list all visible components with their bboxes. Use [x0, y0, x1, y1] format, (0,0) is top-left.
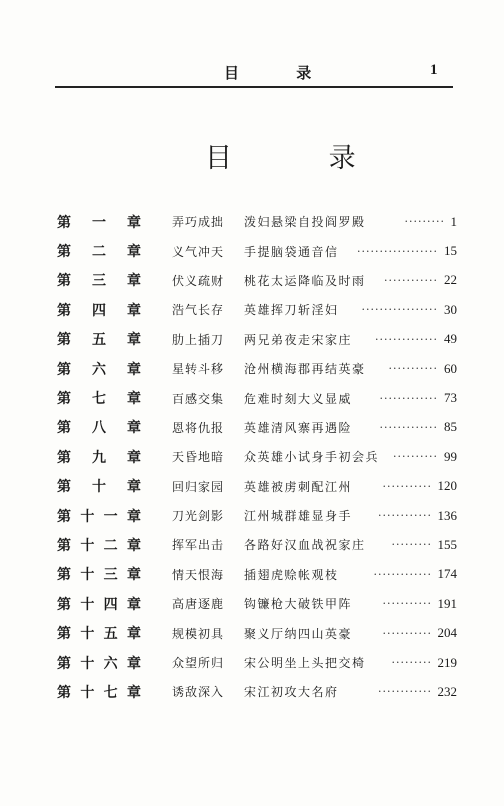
- toc-entry[interactable]: [57, 501, 467, 530]
- chapter-char: 八: [92, 420, 106, 437]
- chapter-title: 泼妇悬梁自投阎罗殿: [244, 215, 366, 230]
- chapter-subtitle: 恩将仇报: [172, 420, 225, 435]
- dot-leader: ···········: [388, 362, 438, 376]
- chapter-char: 第: [57, 684, 71, 701]
- chapter-char: 九: [92, 449, 106, 466]
- chapter-title: 英雄清风寨再遇险: [244, 420, 353, 435]
- chapter-title: 插翅虎赊帐观枝: [244, 567, 339, 582]
- chapter-char: 章: [126, 596, 141, 613]
- page-title: 目 录: [205, 143, 400, 174]
- dot-leader: ···········: [382, 626, 432, 640]
- chapter-number: [57, 535, 141, 555]
- chapter-char: 十: [80, 596, 95, 613]
- chapter-char: 第: [57, 537, 71, 554]
- chapter-number: [57, 388, 141, 408]
- chapter-char: 一: [92, 214, 106, 231]
- chapter-char: 第: [57, 449, 71, 466]
- chapter-number: [57, 623, 141, 643]
- chapter-char: 章: [127, 449, 141, 466]
- chapter-subtitle: 情天恨海: [172, 567, 225, 582]
- chapter-number: [57, 653, 141, 673]
- chapter-char: 第: [57, 214, 71, 231]
- chapter-title: 英雄被虏刺配江州: [244, 479, 353, 494]
- chapter-number: [57, 329, 141, 349]
- toc-entry[interactable]: [57, 325, 467, 354]
- dot-leader: ··················: [357, 244, 438, 258]
- chapter-subtitle: 诱敌深入: [172, 685, 225, 700]
- chapter-char: 四: [103, 596, 118, 613]
- chapter-char: 章: [126, 684, 141, 701]
- toc-entry[interactable]: [57, 530, 467, 559]
- chapter-title: 桃花太运降临及时雨: [244, 273, 366, 288]
- chapter-title: 聚义厅纳四山英豪: [244, 626, 353, 641]
- chapter-char: 十: [80, 567, 95, 584]
- chapter-title: 沧州横海郡再结英豪: [244, 362, 366, 377]
- page-number: 73: [444, 390, 457, 406]
- chapter-char: 章: [127, 420, 141, 437]
- table-of-contents: [57, 207, 467, 707]
- toc-entry[interactable]: [57, 266, 467, 295]
- page-number: 15: [444, 243, 457, 259]
- chapter-char: 三: [92, 273, 106, 290]
- chapter-char: 一: [103, 508, 118, 525]
- chapter-char: 章: [127, 302, 141, 319]
- chapter-char: 四: [92, 302, 106, 319]
- chapter-subtitle: 规模初具: [172, 626, 225, 641]
- dot-leader: ·············: [373, 567, 432, 581]
- dot-leader: ···········: [382, 479, 432, 493]
- chapter-char: 第: [57, 420, 71, 437]
- running-header-page-number: 1: [430, 62, 438, 78]
- chapter-title: 江州城群雄显身手: [244, 509, 353, 524]
- dot-leader: ···········: [382, 597, 432, 611]
- chapter-subtitle: 挥军出击: [172, 538, 225, 553]
- chapter-char: 三: [103, 567, 118, 584]
- chapter-subtitle: 众望所归: [172, 656, 225, 671]
- toc-entry[interactable]: [57, 236, 467, 265]
- dot-leader: ············: [378, 509, 432, 523]
- chapter-title: 手提脑袋通音信: [244, 244, 339, 259]
- chapter-subtitle: 回归家园: [172, 479, 225, 494]
- chapter-number: [57, 359, 141, 379]
- page-number: 232: [437, 683, 457, 699]
- toc-entry[interactable]: [57, 618, 467, 647]
- chapter-subtitle: 星转斗移: [172, 362, 225, 377]
- chapter-char: 十: [80, 508, 95, 525]
- chapter-char: 章: [126, 537, 141, 554]
- chapter-char: 章: [127, 361, 141, 378]
- page-number: 99: [444, 448, 457, 464]
- running-header-title: 目 录: [224, 64, 338, 82]
- chapter-title: 宋公明坐上头把交椅: [244, 656, 366, 671]
- dot-leader: ·········: [391, 656, 432, 670]
- dot-leader: ·············: [379, 420, 438, 434]
- chapter-char: 章: [126, 655, 141, 672]
- dot-leader: ·········: [391, 538, 432, 552]
- chapter-subtitle: 义气冲天: [172, 244, 225, 259]
- toc-entry[interactable]: [57, 648, 467, 677]
- toc-entry[interactable]: [57, 207, 467, 236]
- dot-leader: ·············: [379, 391, 438, 405]
- chapter-subtitle: 天昏地暗: [172, 450, 225, 465]
- page-number: 30: [444, 301, 457, 317]
- chapter-char: 七: [103, 684, 118, 701]
- chapter-subtitle: 肋上插刀: [172, 332, 225, 347]
- page-number: 85: [444, 419, 457, 435]
- chapter-char: 章: [126, 567, 141, 584]
- chapter-char: 第: [57, 626, 71, 643]
- chapter-char: 第: [57, 655, 71, 672]
- page-number: 120: [437, 478, 457, 494]
- page-number: 155: [437, 536, 457, 552]
- page-number: 49: [444, 331, 457, 347]
- toc-entry[interactable]: [57, 677, 467, 706]
- chapter-title: 各路好汉血战祝家庄: [244, 538, 366, 553]
- toc-entry[interactable]: [57, 472, 467, 501]
- chapter-char: 十: [80, 684, 95, 701]
- dot-leader: ·················: [361, 303, 438, 317]
- chapter-number: [57, 417, 141, 437]
- chapter-char: 第: [57, 479, 71, 496]
- chapter-subtitle: 弄巧成拙: [172, 215, 225, 230]
- chapter-number: [57, 476, 141, 496]
- chapter-char: 章: [127, 273, 141, 290]
- chapter-subtitle: 高唐逐鹿: [172, 597, 225, 612]
- chapter-title: 两兄弟夜走宋家庄: [244, 332, 353, 347]
- chapter-char: 章: [127, 214, 141, 231]
- chapter-char: 第: [57, 302, 71, 319]
- chapter-char: 六: [103, 655, 118, 672]
- chapter-title: 宋江初攻大名府: [244, 685, 339, 700]
- chapter-char: 二: [92, 244, 106, 261]
- chapter-char: 第: [57, 361, 71, 378]
- chapter-subtitle: 百感交集: [172, 391, 225, 406]
- chapter-char: 第: [57, 391, 71, 408]
- chapter-char: 第: [57, 567, 71, 584]
- toc-entry[interactable]: [57, 413, 467, 442]
- chapter-char: 五: [103, 626, 118, 643]
- chapter-char: 第: [57, 332, 71, 349]
- chapter-number: [57, 212, 141, 232]
- page-number: 136: [437, 507, 457, 523]
- chapter-subtitle: 刀光剑影: [172, 509, 225, 524]
- page-number: 174: [437, 566, 457, 582]
- dot-leader: ············: [384, 273, 438, 287]
- toc-entry[interactable]: [57, 589, 467, 618]
- chapter-number: [57, 564, 141, 584]
- chapter-subtitle: 伏义疏财: [172, 273, 225, 288]
- chapter-char: 章: [127, 244, 141, 261]
- chapter-char: 十: [92, 479, 106, 496]
- chapter-char: 十: [80, 537, 95, 554]
- toc-entry[interactable]: [57, 442, 467, 471]
- chapter-char: 章: [126, 508, 141, 525]
- chapter-char: 第: [57, 596, 71, 613]
- chapter-title: 英雄挥刀斩淫妇: [244, 303, 339, 318]
- header-rule: [55, 86, 453, 88]
- chapter-number: [57, 270, 141, 290]
- chapter-number: [57, 447, 141, 467]
- chapter-char: 章: [127, 332, 141, 349]
- chapter-char: 第: [57, 244, 71, 261]
- chapter-number: [57, 506, 141, 526]
- chapter-char: 十: [80, 655, 95, 672]
- page-number: 191: [437, 595, 457, 611]
- dot-leader: ··············: [375, 332, 438, 346]
- page-number: 219: [437, 654, 457, 670]
- chapter-char: 五: [92, 332, 106, 349]
- toc-entry[interactable]: [57, 560, 467, 589]
- chapter-char: 第: [57, 273, 71, 290]
- chapter-char: 章: [127, 479, 141, 496]
- dot-leader: ·········: [404, 215, 445, 229]
- chapter-title: 钩镰枪大破铁甲阵: [244, 597, 353, 612]
- chapter-char: 章: [127, 391, 141, 408]
- chapter-char: 六: [92, 361, 106, 378]
- chapter-number: [57, 300, 141, 320]
- chapter-number: [57, 241, 141, 261]
- chapter-char: 章: [126, 626, 141, 643]
- chapter-subtitle: 浩气长存: [172, 303, 225, 318]
- dot-leader: ··········: [393, 450, 438, 464]
- chapter-char: 七: [92, 391, 106, 408]
- page-number: 60: [444, 360, 457, 376]
- toc-entry[interactable]: [57, 383, 467, 412]
- toc-entry[interactable]: [57, 354, 467, 383]
- toc-entry[interactable]: [57, 295, 467, 324]
- page-number: 1: [450, 213, 457, 229]
- page-number: 22: [444, 272, 457, 288]
- chapter-number: [57, 594, 141, 614]
- page-number: 204: [437, 625, 457, 641]
- chapter-char: 十: [80, 626, 95, 643]
- chapter-char: 第: [57, 508, 71, 525]
- chapter-title: 众英雄小试身手初会兵: [244, 450, 380, 465]
- chapter-title: 危难时刻大义显威: [244, 391, 353, 406]
- chapter-number: [57, 682, 141, 702]
- chapter-char: 二: [103, 537, 118, 554]
- dot-leader: ············: [378, 685, 432, 699]
